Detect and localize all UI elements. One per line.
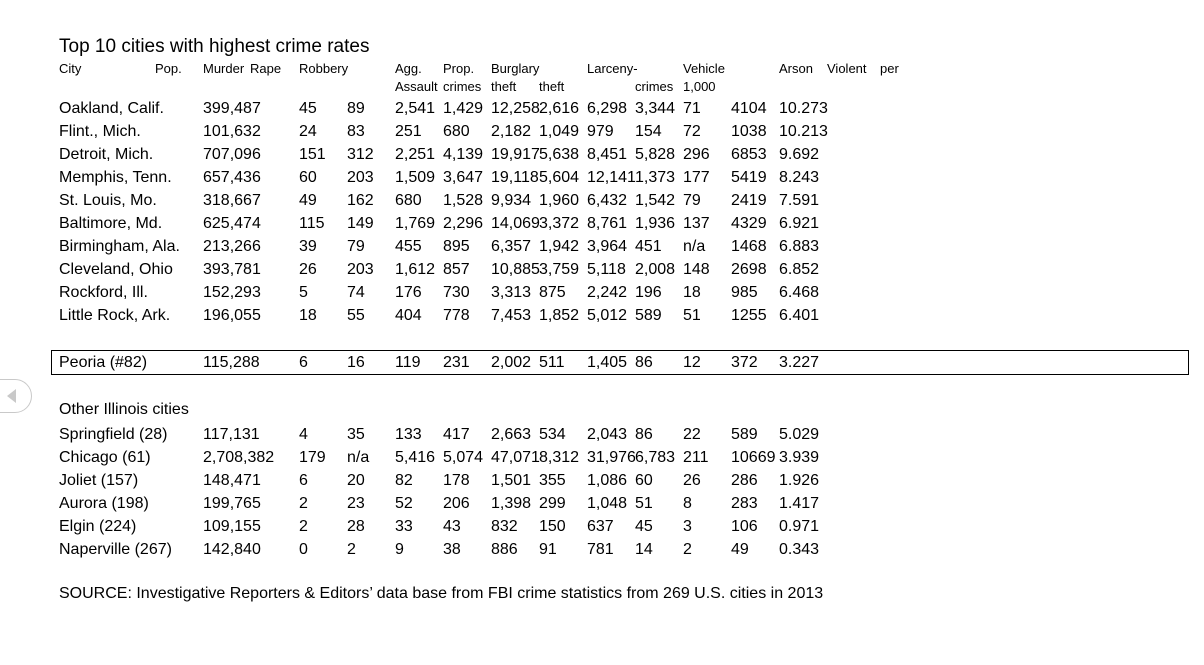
table-cell: 10.213 [779,123,828,140]
table-cell: 51 [635,495,653,512]
table-cell: 2,251 [395,146,436,163]
table-cell: 6.921 [779,215,820,232]
table-cell: 3,344 [635,100,676,117]
table-cell: 203 [347,261,374,278]
table-cell: 886 [491,541,518,558]
table-cell: 6.401 [779,307,820,324]
table-cell: 151 [299,146,326,163]
previous-slide-button[interactable] [0,379,32,413]
table-cell: 4 [299,426,308,443]
table-cell: 3,313 [491,284,532,301]
table-cell: 1255 [731,307,767,324]
table-cell: 451 [635,238,662,255]
table-cell: 1,612 [395,261,436,278]
table-cell: 43 [443,518,461,535]
table-cell: 6.468 [779,284,820,301]
table-cell: 148,471 [203,472,261,489]
table-cell: 707,096 [203,146,261,163]
table-cell: 60 [299,169,317,186]
table-cell: 12 [683,354,701,371]
table-cell: 283 [731,495,758,512]
table-cell: 680 [443,123,470,140]
header-vehicle: Vehicle [683,61,725,76]
table-cell: 312 [347,146,374,163]
table-cell: 115 [299,215,325,232]
table-cell: 74 [347,284,365,301]
city-name: Cleveland, Ohio [59,261,173,278]
table-cell: 2 [683,541,692,558]
table-cell: 20 [347,472,365,489]
table-cell: 133 [395,426,422,443]
table-cell: 14 [635,541,653,558]
table-cell: 589 [635,307,662,324]
header-prop: Prop. [443,61,475,76]
table-cell: 79 [347,238,365,255]
table-row-peoria [0,352,1204,374]
table-cell: 101,632 [203,123,261,140]
table-cell: 0 [299,541,308,558]
city-name: Little Rock, Ark. [59,307,171,324]
table-cell: 1468 [731,238,767,255]
table-cell: 71 [683,100,701,117]
table-cell: 176 [395,284,422,301]
table-row [0,447,1204,469]
table-cell: 6,432 [587,192,628,209]
table-cell: 115,288 [203,354,260,371]
table-cell: 299 [539,495,566,512]
table-cell: 18 [683,284,701,301]
city-name: St. Louis, Mo. [59,192,157,209]
table-cell: 6.883 [779,238,820,255]
table-row [0,424,1204,446]
table-cell: 1,086 [587,472,628,489]
table-cell: 372 [731,354,758,371]
table-cell: 8 [683,495,692,512]
city-name: Oakland, Calif. [59,100,164,117]
table-cell: 19,118 [491,169,539,186]
table-cell: 286 [731,472,758,489]
table-cell: 2 [299,518,308,535]
table-cell: 5,638 [539,146,580,163]
table-cell: 35 [347,426,365,443]
table-cell: 8,451 [587,146,628,163]
table-cell: 196,055 [203,307,261,324]
table-cell: 19,917 [491,146,540,163]
table-cell: 86 [635,354,653,371]
table-cell: 60 [635,472,653,489]
table-cell: 251 [395,123,422,140]
table-cell: 82 [395,472,413,489]
table-cell: 4,139 [443,146,484,163]
table-cell: 49 [731,541,749,558]
table-row [0,259,1204,281]
table-cell: 875 [539,284,566,301]
table-cell: 2,002 [491,354,532,371]
table-cell: 1,398 [491,495,532,512]
table-cell: 3,964 [587,238,628,255]
city-name: Flint., Mich. [59,123,141,140]
table-cell: 109,155 [203,518,261,535]
table-cell: 10,885 [491,261,540,278]
table-cell: 45 [635,518,653,535]
table-cell: 6.852 [779,261,820,278]
table-cell: 3.939 [779,449,820,466]
table-cell: 832 [491,518,518,535]
table-cell: 10.273 [779,100,828,117]
table-cell: 6 [299,472,308,489]
table-row [0,470,1204,492]
table-cell: 1,509 [395,169,436,186]
table-cell: 1.926 [779,472,820,489]
table-cell: 10669 [731,449,776,466]
city-name: Baltimore, Md. [59,215,163,232]
table-cell: 2,296 [443,215,484,232]
table-cell: 318,667 [203,192,261,209]
table-cell: 5,012 [587,307,628,324]
table-cell: 296 [683,146,710,163]
city-name: Rockford, Ill. [59,284,148,301]
table-row [0,121,1204,143]
table-cell: 38 [443,541,461,558]
table-row [0,190,1204,212]
table-cell: 5.029 [779,426,820,443]
table-row [0,305,1204,327]
table-cell: 781 [587,541,614,558]
table-cell: 24 [299,123,317,140]
table-row [0,213,1204,235]
table-row [0,167,1204,189]
header-crimes: crimes [443,79,482,94]
table-cell: 47,071 [491,449,540,466]
table-row [0,539,1204,561]
table-cell: 5,074 [443,449,484,466]
table-cell: 3.227 [779,354,820,371]
header-murder: Murder [203,61,245,76]
table-cell: 231 [443,354,470,371]
table-cell: 3,759 [539,261,580,278]
table-cell: 203 [347,169,374,186]
table-cell: 2,663 [491,426,532,443]
table-cell: 86 [635,426,653,443]
table-cell: 119 [395,354,421,371]
table-row [0,282,1204,304]
table-cell: 3,647 [443,169,484,186]
table-cell: 8,312 [539,449,580,466]
table-cell: 511 [539,354,565,371]
table-row [0,516,1204,538]
table-row [0,144,1204,166]
table-cell: 79 [683,192,701,209]
header-theft: theft [491,79,517,94]
table-cell: 6,298 [587,100,628,117]
table-cell: 199,765 [203,495,261,512]
table-cell: 778 [443,307,470,324]
header-theft-2: theft [539,79,565,94]
table-cell: 6853 [731,146,767,163]
table-cell: 589 [731,426,758,443]
table-cell: 154 [635,123,662,140]
city-name: Naperville (267) [59,541,172,558]
table-cell: 89 [347,100,365,117]
table-cell: 3,372 [539,215,580,232]
table-cell: 148 [683,261,710,278]
page-title: Top 10 cities with highest crime rates [59,36,370,57]
table-cell: 1,373 [635,169,676,186]
table-cell: 1,501 [491,472,532,489]
table-cell: 196 [635,284,662,301]
table-cell: 2,043 [587,426,628,443]
table-cell: 5 [299,284,308,301]
table-cell: 393,781 [203,261,261,278]
table-cell: 33 [395,518,413,535]
table-cell: 534 [539,426,566,443]
table-cell: 83 [347,123,365,140]
table-cell: 399,487 [203,100,261,117]
table-cell: 895 [443,238,470,255]
table-cell: 1,049 [539,123,580,140]
table-cell: 12,141 [587,169,636,186]
table-cell: 2 [299,495,308,512]
table-cell: 28 [347,518,365,535]
table-row [0,493,1204,515]
city-name: Birmingham, Ala. [59,238,180,255]
table-cell: 72 [683,123,701,140]
table-cell: n/a [683,238,706,255]
city-name: Chicago (61) [59,449,151,466]
header-agg: Agg. [395,61,422,76]
table-cell: 7.591 [779,192,820,209]
header-violent: Violent [827,61,867,76]
source-note: SOURCE: Investigative Reporters & Editors’ data base from FBI crime statistics from 269 U.S. cities in 2013 [59,585,824,602]
city-name: Memphis, Tenn. [59,169,172,186]
table-cell: 1,429 [443,100,484,117]
table-cell: 179 [299,449,326,466]
table-cell: 178 [443,472,470,489]
header-robbery: Robbery [299,61,349,76]
table-cell: 150 [539,518,566,535]
table-cell: 16 [347,354,365,371]
header-rape: Rape [250,61,282,76]
table-cell: 355 [539,472,566,489]
section-title: Other Illinois cities [59,401,189,418]
city-name: Springfield (28) [59,426,168,443]
header-per-1000: 1,000 [683,79,716,94]
table-cell: 23 [347,495,365,512]
table-cell: 1,542 [635,192,676,209]
table-cell: 730 [443,284,470,301]
table-cell: 211 [683,449,709,466]
table-cell: 8.243 [779,169,820,186]
table-cell: 5,604 [539,169,580,186]
table-cell: 1,936 [635,215,676,232]
header-pop: Pop. [155,61,182,76]
table-cell: 12,258 [491,100,540,117]
table-cell: 7,453 [491,307,532,324]
table-cell: 45 [299,100,317,117]
table-cell: 1,942 [539,238,580,255]
table-cell: 2,182 [491,123,532,140]
table-cell: 22 [683,426,701,443]
table-cell: 52 [395,495,413,512]
table-cell: 417 [443,426,470,443]
table-cell: 8,761 [587,215,628,232]
table-cell: 31,976 [587,449,636,466]
table-cell: 9 [395,541,404,558]
table-cell: 985 [731,284,758,301]
header-city: City [59,61,82,76]
table-cell: 637 [587,518,614,535]
table-cell: 137 [683,215,710,232]
table-cell: 2,242 [587,284,628,301]
table-row [0,98,1204,120]
table-cell: 5,828 [635,146,676,163]
header-crimes-2: crimes [635,79,674,94]
table-cell: 106 [731,518,758,535]
arrow-left-icon [7,389,16,403]
table-cell: 857 [443,261,470,278]
table-cell: 2,008 [635,261,676,278]
city-name: Elgin (224) [59,518,137,535]
table-cell: 6 [299,354,308,371]
table-cell: 2 [347,541,356,558]
table-cell: 26 [683,472,701,489]
table-row [0,236,1204,258]
city-name: Detroit, Mich. [59,146,154,163]
table-cell: 0.971 [779,518,820,535]
table-cell: 9,934 [491,192,532,209]
table-cell: 1038 [731,123,767,140]
table-cell: 6,357 [491,238,532,255]
city-name: Peoria (#82) [59,354,148,371]
table-cell: 9.692 [779,146,820,163]
table-cell: 0.343 [779,541,820,558]
table-cell: 6,783 [635,449,676,466]
table-cell: 1,048 [587,495,628,512]
table-cell: 51 [683,307,701,324]
table-cell: 1.417 [779,495,820,512]
city-name: Aurora (198) [59,495,149,512]
header-per: per [880,61,899,76]
table-cell: 18 [299,307,317,324]
table-cell: 152,293 [203,284,261,301]
table-cell: 213,266 [203,238,261,255]
table-cell: 1,528 [443,192,484,209]
header-arson: Arson [779,61,813,76]
table-cell: 1,960 [539,192,580,209]
table-cell: 625,474 [203,215,261,232]
table-cell: 49 [299,192,317,209]
table-cell: 1,405 [587,354,628,371]
table-cell: 162 [347,192,374,209]
table-cell: 680 [395,192,422,209]
table-cell: 1,852 [539,307,580,324]
table-cell: 5419 [731,169,767,186]
table-cell: 1,769 [395,215,436,232]
table-cell: 4329 [731,215,767,232]
table-cell: 2,541 [395,100,436,117]
table-cell: 979 [587,123,614,140]
table-cell: 26 [299,261,317,278]
table-cell: 39 [299,238,317,255]
header-larceny: Larceny- [587,61,638,76]
table-cell: 55 [347,307,365,324]
table-cell: 4104 [731,100,767,117]
table-cell: 91 [539,541,557,558]
table-cell: 142,840 [203,541,261,558]
table-cell: 2419 [731,192,767,209]
table-cell: 5,118 [587,261,626,278]
table-cell: 657,436 [203,169,261,186]
table-cell: 206 [443,495,470,512]
header-burglary: Burglary [491,61,540,76]
table-cell: 404 [395,307,422,324]
table-cell: 149 [347,215,374,232]
city-name: Joliet (157) [59,472,139,489]
table-cell: 2,616 [539,100,580,117]
header-assault: Assault [395,79,438,94]
table-cell: 2,708,382 [203,449,275,466]
table-cell: 177 [683,169,710,186]
table-cell: 455 [395,238,422,255]
table-cell: 5,416 [395,449,436,466]
table-cell: 3 [683,518,692,535]
table-cell: 117,131 [203,426,260,443]
table-cell: 14,069 [491,215,540,232]
table-cell: 2698 [731,261,767,278]
table-cell: n/a [347,449,370,466]
